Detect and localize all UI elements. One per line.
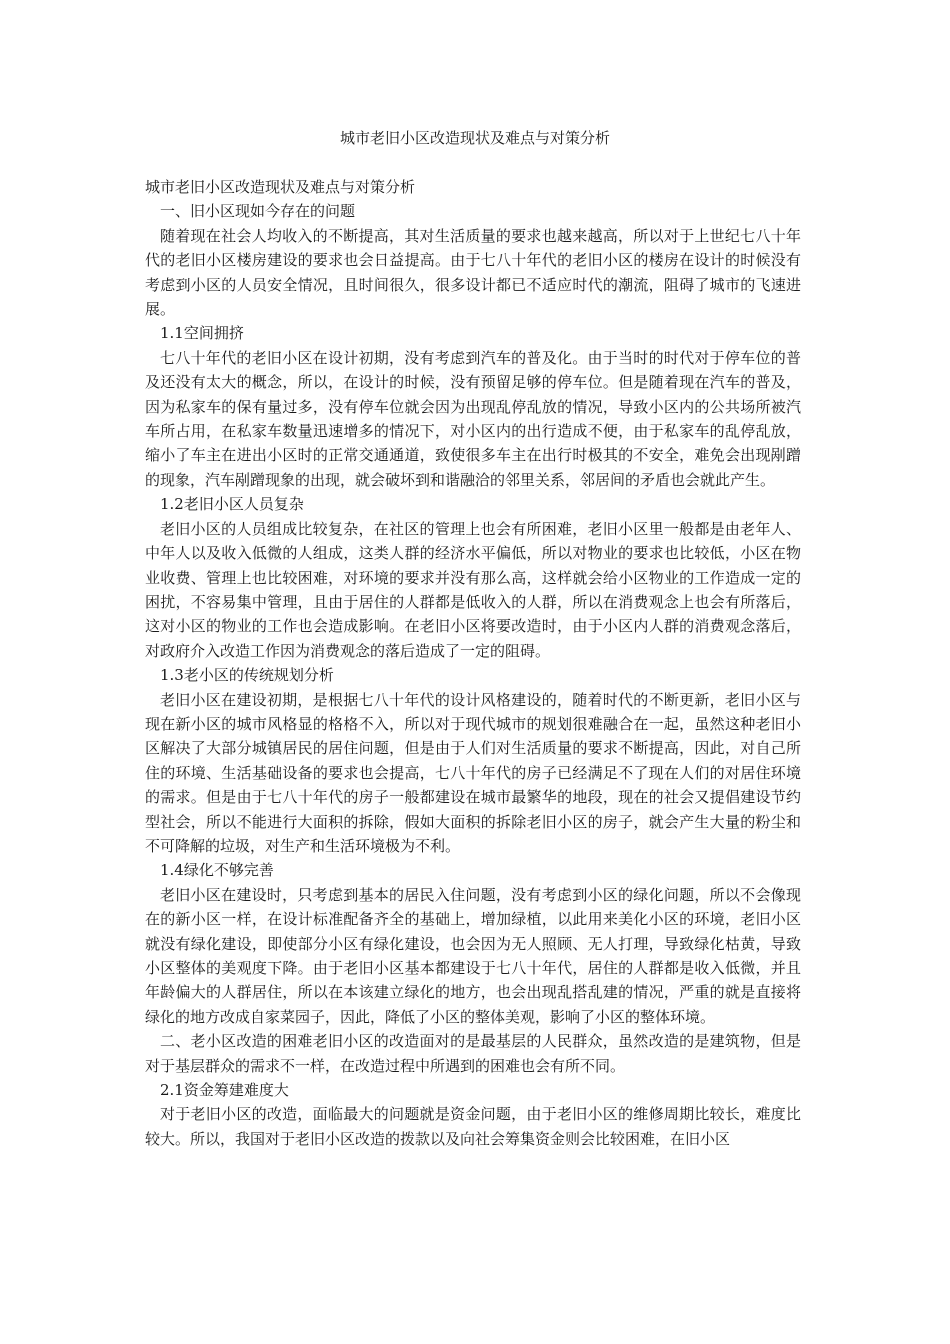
paragraph: 老旧小区在建设时，只考虑到基本的居民入住问题，没有考虑到小区的绿化问题，所以不会像现在的新小区一样，在设计标准配备齐全的基础上，增加绿植，以此用来美化小区的环境，老旧小区就没有绿化建设，即使部分小区有绿化建设，也会因为无人照顾、无人打理，导致绿化枯黄，导致小区整体的美观度下降。由于老旧小区基本都建设于七八十年代，居住的人群都是收入低微，并且年龄偏大的人群居住，所以在本该建立绿化的地方，也会出现乱搭乱建的情况，严重的就是直接将绿化的地方改成自家菜园子，因此，降低了小区的整体美观，影响了小区的整体环境。 — [145, 885, 801, 1026]
section-heading-1: 一、旧小区现如今存在的问题 — [160, 202, 356, 221]
subsection-heading-1-4: 1.4绿化不够完善 — [160, 861, 274, 880]
subsection-heading-1-3: 1.3老小区的传统规划分析 — [160, 666, 334, 685]
paragraph: 对于老旧小区的改造，面临最大的问题就是资金问题，由于老旧小区的维修周期比较长，难度比较大。所以，我国对于老旧小区改造的拨款以及向社会筹集资金则会比较困难，在旧小区 — [145, 1105, 801, 1148]
subsection-heading-1-1: 1.1空间拥挤 — [160, 324, 244, 343]
subsection-heading-2-1: 2.1资金筹建难度大 — [160, 1081, 289, 1100]
article-heading: 城市老旧小区改造现状及难点与对策分析 — [145, 178, 416, 196]
document-title: 城市老旧小区改造现状及难点与对策分析 — [339, 129, 610, 147]
paragraph: 随着现在社会人均收入的不断提高，其对生活质量的要求也越来越高，所以对于上世纪七八十年代的老旧小区楼房建设的要求也会日益提高。由于七八十年代的老旧小区的楼房在设计的时候没有考虑到小区的人员安全情况，且时间很久，很多设计都已不适应时代的潮流，阻碍了城市的飞速进展。 — [145, 226, 801, 319]
paragraph: 二、老小区改造的困难老旧小区的改造面对的是最基层的人民群众，虽然改造的是建筑物，但是对于基层群众的需求不一样，在改造过程中所遇到的困难也会有所不同。 — [145, 1032, 801, 1075]
paragraph: 七八十年代的老旧小区在设计初期，没有考虑到汽车的普及化。由于当时的时代对于停车位的普及还没有太大的概念，所以，在设计的时候，没有预留足够的停车位。但是随着现在汽车的普及，因为私家车的保有量过多，没有停车位就会因为出现乱停乱放的情况，导致小区内的公共场所被汽车所占用，在私家车数量迅速增多的情况下，对小区内的出行造成不便，由于私家车的乱停乱放，缩小了车主在进出小区时的正常交通通道，致使很多车主在出行时极其的不安全，难免会出现剐蹭的现象，汽车剐蹭现象的出现，就会破坏到和谐融洽的邻里关系，邻居间的矛盾也会就此产生。 — [145, 348, 801, 489]
subsection-heading-1-2: 1.2老旧小区人员复杂 — [160, 495, 304, 514]
paragraph: 老旧小区在建设初期，是根据七八十年代的设计风格建设的，随着时代的不断更新，老旧小区与现在新小区的城市风格显的格格不入，所以对于现代城市的规划很难融合在一起，虽然这种老旧小区解决了大部分城镇居民的居住问题，但是由于人们对生活质量的要求不断提高，因此，对自己所住的环境、生活基础设备的要求也会提高，七八十年代的房子已经满足不了现在人们的对居住环境的需求。但是由于七八十年代的房子一般都建设在城市最繁华的地段，现在的社会又提倡建设节约型社会，所以不能进行大面积的拆除，假如大面积的拆除老旧小区的房子，就会产生大量的粉尘和不可降解的垃圾，对生产和生活环境极为不利。 — [145, 690, 801, 855]
paragraph: 老旧小区的人员组成比较复杂，在社区的管理上也会有所困难，老旧小区里一般都是由老年人、中年人以及收入低微的人组成，这类人群的经济水平偏低，所以对物业的要求也比较低，小区在物业收费、管理上也比较困难，对环境的要求并没有那么高，这样就会给小区物业的工作造成一定的困扰，不容易集中管理，且由于居住的人群都是低收入的人群，所以在消费观念上也会有所落后，这对小区的物业的工作也会造成影响。在老旧小区将要改造时，由于小区内人群的消费观念落后，对政府介入改造工作因为消费观念的落后造成了一定的阻碍。 — [145, 519, 801, 660]
document-body — [145, 175, 801, 1151]
